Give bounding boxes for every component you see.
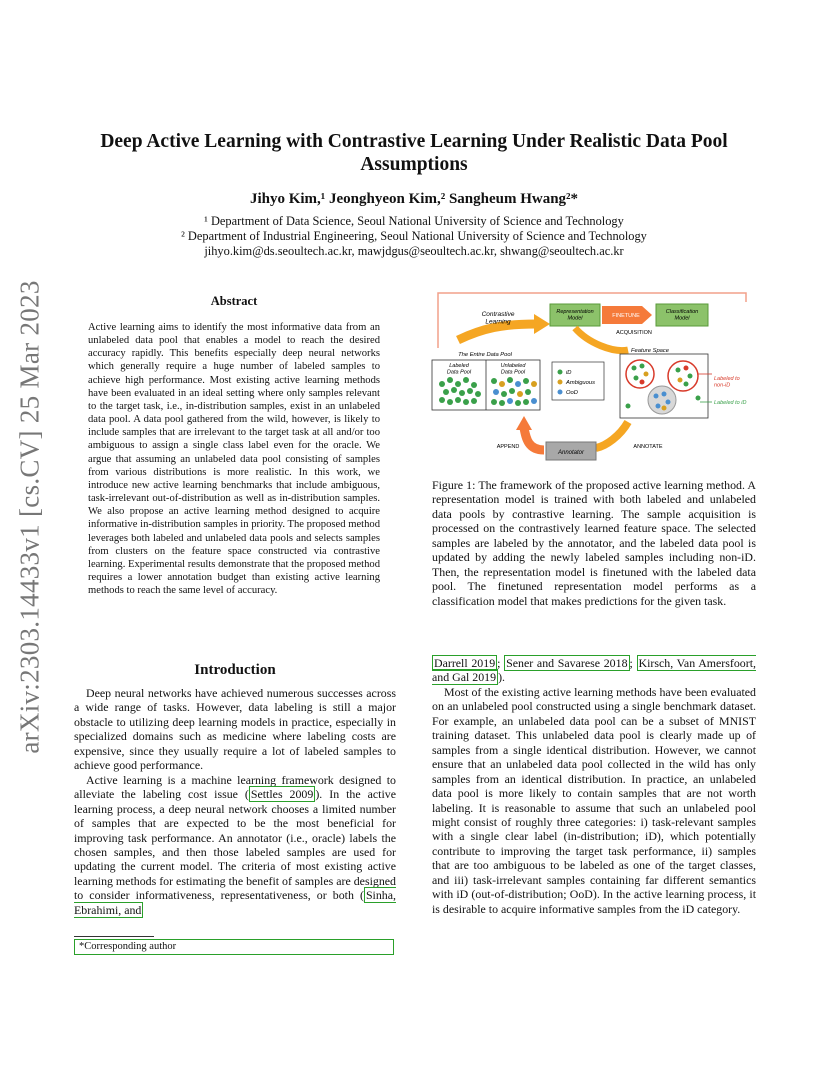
legend-ambiguous: Ambiguous [566, 380, 596, 386]
citation-sener[interactable]: Sener and Savarese 2018 [506, 656, 628, 670]
legend-id: iD [566, 370, 572, 376]
label-labeled-non-id: Labeled to non-iD [714, 376, 740, 389]
citation-sinha[interactable]: Sinha, Ebrahimi, and [74, 888, 396, 917]
label-annotate: ANNOTATE [633, 444, 663, 450]
intro-p3: Most of the existing active learning methods have been evaluated on an unlabeled pool constructed using a single benchmark dataset. For example, an unlabeled data pool can be a subset of MNIST training dataset. This unlabeled data pool is clearly made up of samples from a single identical distribution. However, we cannot ensure that an unlabeled data pool collected in the wild has only samples from an identical distribution. In practice, an unlabeled data pool is more likely to contain samples that are not worth labeling. It is reasonable to assume that such an unlabeled pool might consist of roughly three categories: i) task-relevant samples with a single clear label (in-distribution; iD), which potentially contribute to improving the target task performance, ii) samples that are too ambiguous to be labeled as one of the target classes, and iii) task-irrelevant samples containing far different semantics with iD (out-of-distribution; OoD). In the active learning process, it is desirable to acquire informative samples from the iD category. [432, 684, 756, 916]
right-column-text [432, 656, 756, 916]
append-arrowhead [516, 416, 532, 430]
paper-title: Deep Active Learning with Contrastive Learning Under Realistic Data Pool Assumptions [100, 131, 728, 175]
abstract-text: Active learning aims to identify the most informative data from an unlabeled data pool that enables a model to reach the desired accuracy rapidly. This benefits especially deep neural networks which generally require a huge number of labeled samples to achieve high performance. Most existing active learning methods have been evaluated in an ideal setting where only samples relevant to the target task, i.e., in-distribution samples, exist in an unlabeled data pool. A data pool gathered from the wild, however, is likely to include samples that are irrelevant to the target task at all and/or too ambiguous to assign a single class label even for the oracle. We argue that assuming an unlabeled data pool consisting of samples from various distributions is more realistic. In this work, we introduce new active learning benchmarks that include ambiguous, task-irrelevant out-of-distribution as well as in-distribution samples. We also propose an active learning method designed to acquire informative in-distribution samples in priority. The proposed method leverages both labeled and unlabeled data pools and selects samples from clusters on the feature space constructed via contrastive learning. Experimental results demonstrate that the proposed method requires a lower annotation budget than existing active learning methods to reach the same level of accuracy. [88, 322, 380, 597]
intro-p2-b: ). In the active learning process, a deep neural network chooses a limited number of samples that are expected to be the most beneficial for improving task performance. An annotator (i.e., oracle) labels the chosen samples, and then those labeled samples are used for updating the current model. The criteria of most existing active learning methods for estimating the benefit of samples are designed to consider informativeness, representativeness, or both ( [74, 787, 396, 903]
footnote-corresponding[interactable]: *Corresponding author [74, 939, 394, 955]
citation-separator-2: ; [629, 656, 637, 670]
citation-darrell[interactable]: Darrell 2019 [434, 656, 496, 670]
framework-figure [428, 288, 758, 468]
unlabeled-pool-dots [491, 377, 537, 406]
annotate-arrow [596, 422, 628, 448]
label-entire-pool: The Entire Data Pool [458, 352, 512, 358]
label-representation: Representation Model [556, 309, 594, 322]
figure-caption: Figure 1: The framework of the proposed active learning method. A representation model is trained with both labeled and unlabeled data pools by contrastive learning. The sample acquisition is processed on the contrastively learned feature space. The selected samples are labeled by the annotator, and the labeled data pool is updated by adding the newly labeled samples including non-iD. Then, the representation model is finetuned with the labeled data pool. The finetuned representation model performs as a classification model that makes predictions for the given task. [432, 478, 756, 608]
citation-close: ). [498, 670, 506, 685]
legend-ambiguous-dot [558, 380, 563, 385]
append-arrow [524, 428, 544, 450]
label-labeled-pool: Labeled Data Pool [446, 363, 472, 376]
intro-p2 [74, 773, 396, 918]
intro-p1: Deep neural networks have achieved numerous successes across a wide range of tasks. However, data labeling is still a major obstacle to utilizing deep learning models in practice, especially in specialized domains such as medicine where labeling costs are expensive, since they usually require a lot of labeled samples to achieve good performance. [74, 686, 396, 773]
label-contrastive: Contrastive Learning [481, 311, 515, 326]
label-annotator: Annotator [557, 450, 585, 456]
arxiv-sidebar [10, 282, 50, 752]
intro-heading: Introduction [194, 662, 276, 678]
authors: Jihyo Kim,¹ Jeonghyeon Kim,² Sangheum Hwang²* [249, 191, 579, 207]
label-finetune: FINETUNE [612, 313, 640, 319]
label-append: APPEND [496, 444, 520, 450]
continued-citations [432, 656, 756, 685]
label-labeled-id: Labeled to iD [714, 400, 747, 406]
affiliation-2: ² Department of Industrial Engineering, Seoul National University of Science and Technology [181, 229, 647, 243]
contrastive-arrowhead [534, 314, 550, 334]
cluster-3 [648, 386, 676, 414]
legend-ood-dot [558, 390, 563, 395]
label-acquisition: ACQUISITION [616, 330, 652, 336]
abstract-heading: Abstract [210, 294, 258, 308]
label-unlabeled-pool: Unlabeled Data Pool [500, 363, 526, 376]
author-emails: jihyo.kim@ds.seoultech.ac.kr, mawjdgus@seoultech.ac.kr, shwang@seoultech.ac.kr [204, 244, 624, 258]
label-classification: Classification Model [665, 309, 699, 322]
intro-p2-a: Active learning is a machine learning framework designed to alleviate the labeling cost issue ( [74, 772, 396, 802]
citation-settles[interactable]: Settles 2009 [250, 787, 314, 802]
cluster-2 [668, 361, 698, 391]
cluster-1 [626, 360, 654, 388]
arxiv-id: arXiv:2303.14433v1 [cs.CV] 25 Mar 2023 [14, 280, 45, 754]
intro-paragraph-1 [74, 686, 396, 917]
labeled-pool-dots [439, 377, 481, 405]
citation-separator-1: ; [497, 656, 505, 670]
legend-ood: OoD [566, 390, 578, 396]
contrastive-arrow [458, 324, 536, 340]
footnote-rule [74, 936, 154, 937]
legend-id-dot [558, 370, 563, 375]
affiliation-1: ¹ Department of Data Science, Seoul National University of Science and Technology [204, 214, 624, 228]
label-feature-space: Feature Space [630, 348, 670, 354]
citation-kirsch[interactable]: Kirsch, Van Amersfoort, and Gal 2019 [432, 656, 756, 685]
